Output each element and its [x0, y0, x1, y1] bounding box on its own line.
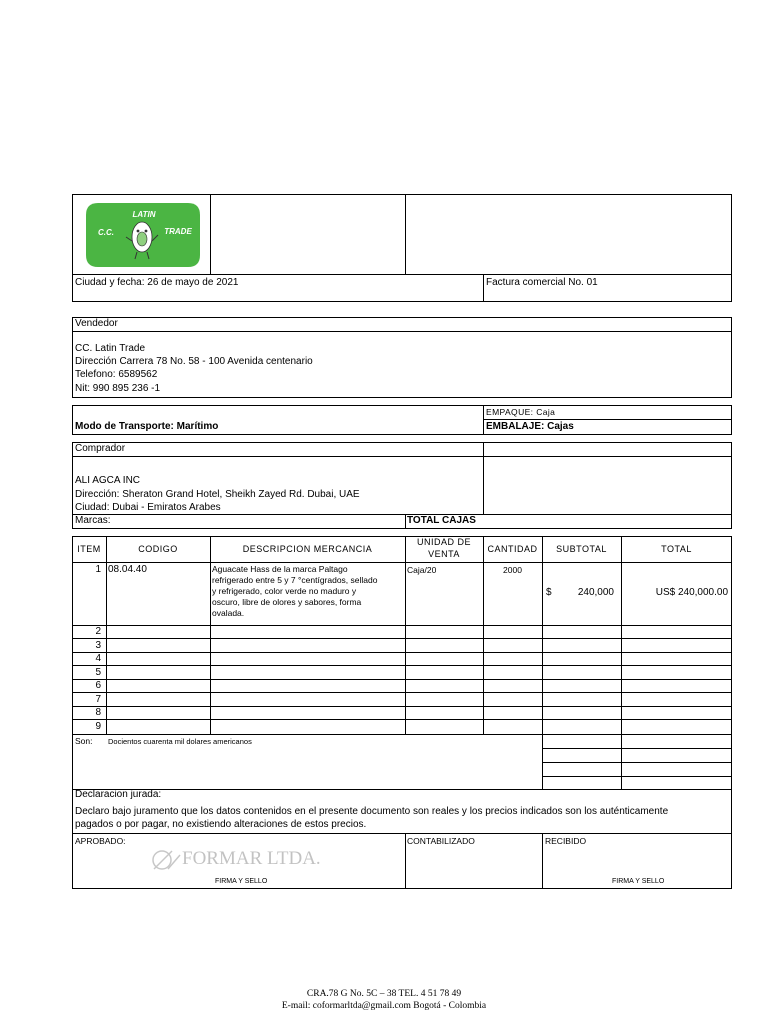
table-header-divider: [72, 562, 732, 563]
row-item-number: 4: [95, 653, 101, 664]
blank-header-cell-1: [210, 194, 406, 275]
row-item-number: 3: [95, 640, 101, 651]
buyer-label: Comprador: [75, 443, 126, 454]
header-total: TOTAL: [661, 544, 692, 554]
formar-watermark: [150, 845, 321, 875]
contabilizado-label: CONTABILIZADO: [407, 836, 475, 846]
row-cantidad: 2000: [503, 565, 522, 575]
header-cantidad: CANTIDAD: [487, 544, 538, 554]
logo-right-word: TRADE: [164, 227, 192, 236]
row-descripcion-line: ovalada.: [212, 608, 245, 618]
empaque: EMPAQUE: Caja: [486, 407, 556, 417]
logo-left-word: C.C.: [98, 228, 114, 237]
buyer-right-top-cell: [483, 442, 732, 457]
row-codigo: 08.04.40: [108, 564, 147, 575]
buyer-line: ALI AGCA INC: [75, 475, 141, 486]
header-codigo: CODIGO: [138, 544, 178, 554]
declaration-label: Declaracion jurada:: [75, 789, 162, 800]
header-unidad: UNIDAD DE: [416, 537, 471, 547]
footer-email: E-mail: coformarltda@gmail.com Bogotá - Colombia: [281, 1001, 487, 1011]
city-date: Ciudad y fecha: 26 de mayo de 2021: [75, 277, 239, 288]
buyer-label-cell: [72, 442, 484, 457]
seller-line: CC. Latin Trade: [75, 343, 146, 354]
row-item-number: 9: [95, 721, 101, 732]
aprobado-label: APROBADO:: [75, 836, 126, 846]
header-descripcion: DESCRIPCION MERCANCIA: [242, 544, 373, 554]
row-item-number: 2: [95, 626, 101, 637]
row-descripcion-line: y refrigerado, color verde no maduro y: [212, 586, 357, 596]
son-text: Docientos cuarenta mil dolares americanos: [108, 737, 252, 746]
row-subtotal-symbol: $: [546, 587, 552, 598]
recibido-label: RECIBIDO: [545, 836, 587, 846]
row-descripcion-line: refrigerado entre 5 y 7 °centígrados, sellado: [212, 575, 378, 585]
declaration-text: Declaro bajo juramento que los datos contenidos en el presente documento son reales y los precios indicados son los auténticamente: [75, 806, 669, 817]
watermark-emblem-icon: [150, 847, 184, 873]
invoice-number: Factura comercial No. 01: [486, 277, 598, 288]
buyer-line: Dirección: Sheraton Grand Hotel, Sheikh Zayed Rd. Dubai, UAE: [75, 489, 360, 500]
row-item-number: 8: [95, 707, 101, 718]
buyer-right-cell: [483, 456, 732, 515]
seller-label: Vendedor: [75, 318, 118, 329]
row-descripcion-line: oscuro, libre de olores y sabores, forma: [212, 597, 362, 607]
marcas-label: Marcas:: [75, 515, 111, 526]
seller-line: Telefono: 6589562: [75, 369, 158, 380]
logo-top-word: LATIN: [132, 210, 156, 219]
embalaje: EMBALAJE: Cajas: [486, 421, 574, 432]
row-item-number: 7: [95, 694, 101, 705]
row-unidad: Caja/20: [407, 565, 437, 575]
firma-sello-aprobado: FIRMA Y SELLO: [215, 878, 268, 885]
watermark-text: FORMAR LTDA.: [182, 848, 321, 869]
header-unidad-2: VENTA: [428, 549, 460, 559]
firma-sello-recibido: FIRMA Y SELLO: [612, 878, 665, 885]
total-cajas-label: TOTAL CAJAS: [407, 515, 476, 526]
transport-mode: Modo de Transporte: Marítimo: [75, 421, 219, 432]
seller-label-cell: [72, 317, 732, 332]
marcas-cell: [72, 514, 406, 529]
header-subtotal: SUBTOTAL: [556, 544, 607, 554]
seller-line: Nit: 990 895 236 -1: [75, 383, 161, 394]
company-logo: [84, 201, 202, 269]
row-item-number: 1: [95, 564, 101, 575]
row-item-number: 6: [95, 680, 101, 691]
footer-address: CRA.78 G No. 5C – 38 TEL. 4 51 78 49: [306, 989, 462, 999]
buyer-line: Ciudad: Dubai - Emiratos Arabes: [75, 502, 221, 513]
seller-line: Dirección Carrera 78 No. 58 - 100 Avenida centenario: [75, 356, 313, 367]
declaration-text-2: pagados o por pagar, no existiendo alteraciones de estos precios.: [75, 819, 367, 830]
row-item-number: 5: [95, 667, 101, 678]
son-label: Son:: [75, 736, 93, 746]
row-total: US$ 240,000.00: [655, 587, 728, 598]
row-descripcion-line: Aguacate Hass de la marca Paltago: [212, 564, 348, 574]
header-item: ITEM: [77, 544, 101, 554]
blank-header-cell-2: [405, 194, 732, 275]
row-subtotal-value: 240,000: [577, 587, 614, 598]
